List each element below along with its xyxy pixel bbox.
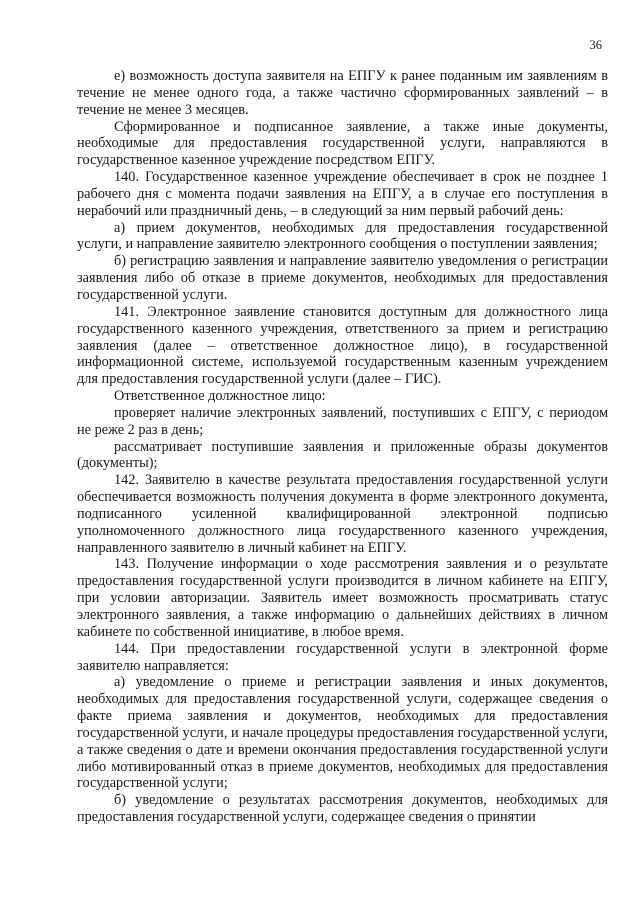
paragraph: проверяет наличие электронных заявлений, поступивших с ЕПГУ, с периодом не реже 2 раз в день; bbox=[77, 404, 608, 438]
paragraph: Ответственное должностное лицо: bbox=[114, 388, 326, 405]
paragraph: Сформированное и подписанное заявление, а также иные документы, необходимые для предоставления государственной услуги, направляются в государственное казенное учреждение посредством ЕПГУ. bbox=[77, 118, 608, 169]
document-body bbox=[77, 68, 608, 826]
paragraph: 144. При предоставлении государственной услуги в электронной форме заявителю направляется: bbox=[77, 640, 608, 674]
paragraph: рассматривает поступившие заявления и приложенные образы документов (документы); bbox=[77, 438, 608, 472]
paragraph: 142. Заявителю в качестве результата предоставления государственной услуги обеспечивается возможность получения документа в форме электронного документа, подписанного усиленной квалифицированной электронной подписью уполномоченного должностного лица государственного казенного учреждения, направленного заявителю в личный кабинет на ЕПГУ. bbox=[77, 472, 608, 556]
page-number: 36 bbox=[589, 38, 602, 52]
paragraph: 140. Государственное казенное учреждение обеспечивает в срок не позднее 1 рабочего дня с момента подачи заявления на ЕПГУ, а в случае его поступления в нерабочий или праздничный день, – в следующий за ним первый рабочий день: bbox=[77, 169, 608, 219]
paragraph: а) прием документов, необходимых для предоставления государственной услуги, и направление заявителю электронного сообщения о поступлении заявления; bbox=[77, 219, 608, 253]
paragraph: а) уведомление о приеме и регистрации заявления и иных документов, необходимых для предоставления государственной услуги, содержащее сведения о факте приема заявления и документов, необходимых для предоставления государственной услуги, и начале процедуры предоставления государственной услуги, а также сведения о дате и времени окончания предоставления государственной услуги либо мотивированный отказ в приеме документов, необходимых для предоставления государственной услуги; bbox=[77, 674, 608, 792]
paragraph: е) возможность доступа заявителя на ЕПГУ к ранее поданным им заявлениям в течение не менее одного года, а также частично сформированных заявлений – в течение не менее 3 месяцев. bbox=[77, 68, 608, 118]
paragraph: 141. Электронное заявление становится доступным для должностного лица государственного казенного учреждения, ответственного за прием и регистрацию заявления (далее – ответственное должностное лицо), в государственной информационной системе, используемой государственным казенным учреждением для предоставления государственной услуги (далее – ГИС). bbox=[77, 303, 608, 388]
paragraph: б) уведомление о результатах рассмотрения документов, необходимых для предоставления государственной услуги, содержащее сведения о принятии bbox=[77, 792, 608, 826]
paragraph: б) регистрацию заявления и направление заявителю уведомления о регистрации заявления либо об отказе в приеме документов, необходимых для предоставления государственной услуги. bbox=[77, 253, 608, 303]
paragraph: 143. Получение информации о ходе рассмотрения заявления и о результате предоставления государственной услуги производится в личном кабинете на ЕПГУ, при условии авторизации. Заявитель имеет возможность просматривать статус электронного заявления, а также информацию о дальнейших действиях в личном кабинете по собственной инициативе, в любое время. bbox=[77, 556, 608, 640]
